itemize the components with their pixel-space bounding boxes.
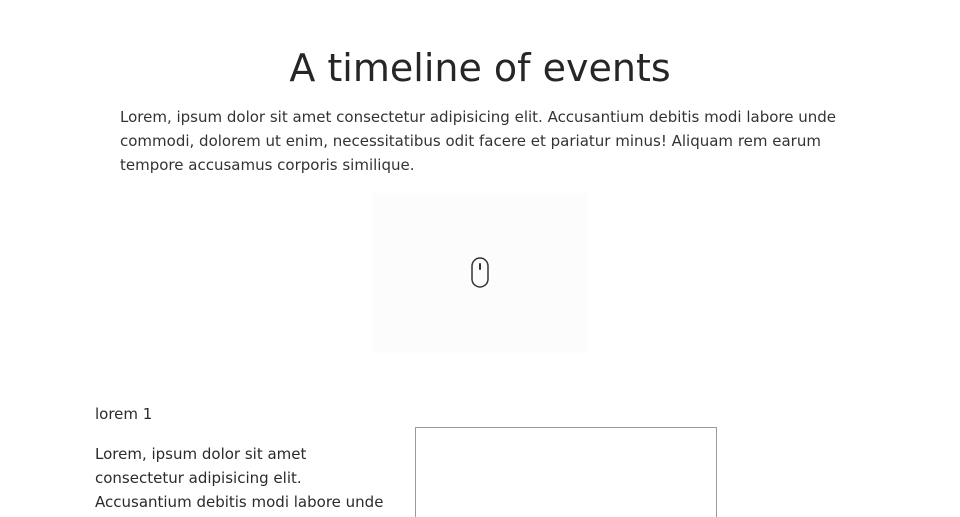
mouse-icon (471, 257, 489, 288)
page-title: A timeline of events (289, 46, 671, 90)
event-media-frame (415, 427, 717, 517)
event-description: Lorem, ipsum dolor sit amet consectetur adipisicing elit. Accusantium debitis modi labore unde (95, 445, 384, 511)
intro-paragraph: Lorem, ipsum dolor sit amet consectetur adipisicing elit. Accusantium debitis modi labore unde commodi, dolorem ut enim, necessitatibus odit facere et pariatur minus! Aliquam rem earum tempore accusamus corporis similique. (120, 108, 836, 174)
scroll-hint-panel (372, 193, 588, 353)
event-heading: lorem 1 (95, 405, 153, 423)
